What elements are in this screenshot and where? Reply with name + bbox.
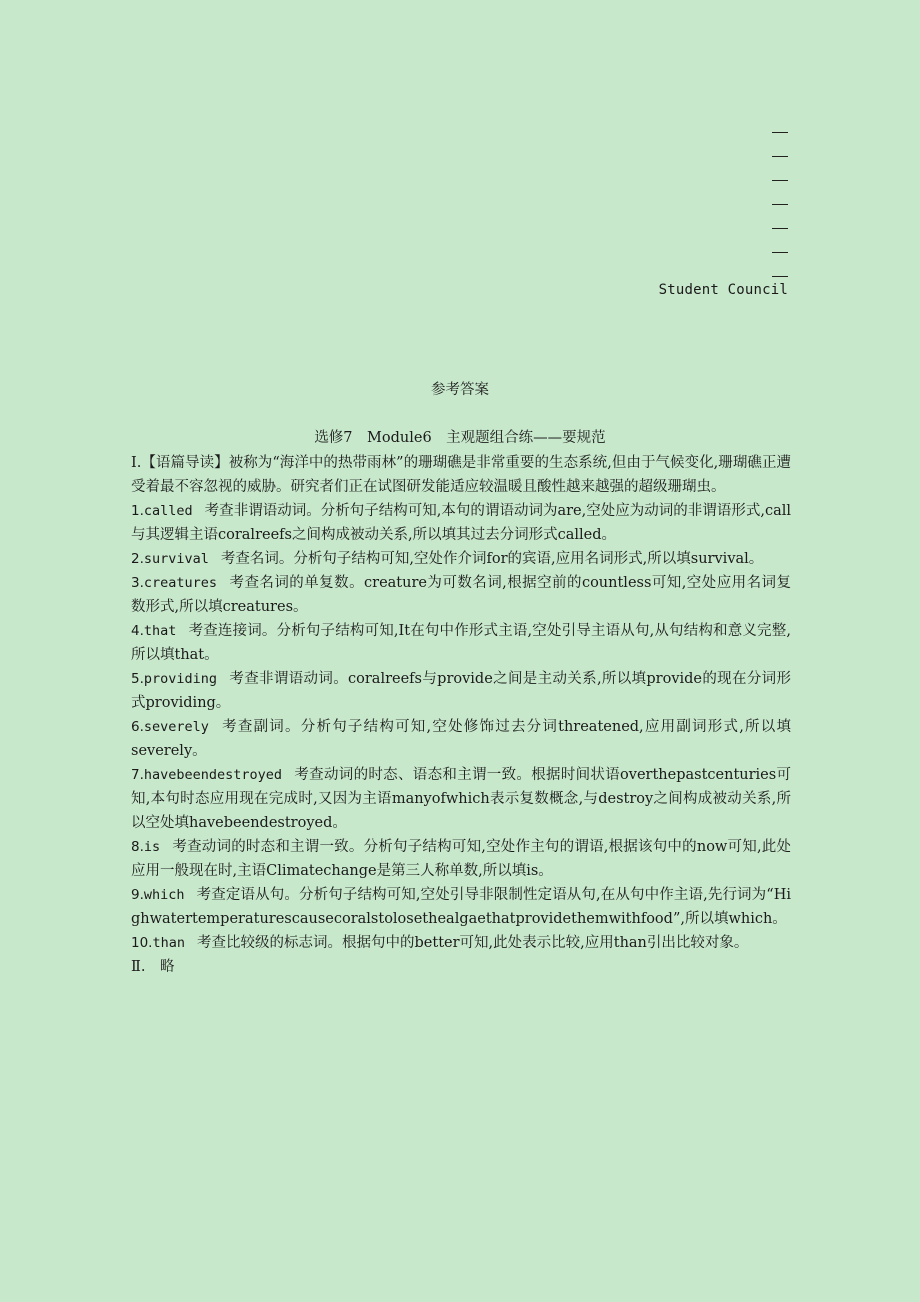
answer-explanation: 考查定语从句。分析句子结构可知,空处引导非限制性定语从句,在从句中作主语,先行词为“Highwatertemperaturescausecoralstolosethealgaethatprovidethemwithfood”,所以填which。 (131, 887, 791, 927)
answer-item (131, 715, 791, 763)
answer-explanation: 考查动词的时态和主谓一致。分析句子结构可知,空处作主句的谓语,根据该句中的now可知,此处应用一般现在时,主语Climatechange是第三人称单数,所以填is。 (131, 839, 791, 879)
answer-number: 7. (131, 767, 144, 783)
answer-word: that (143, 623, 177, 639)
blank-line (772, 190, 788, 214)
answer-word: creatures (143, 575, 218, 591)
answer-blank-lines (772, 118, 788, 286)
answer-number: 4. (131, 623, 144, 639)
answer-number: 8. (131, 839, 144, 855)
answer-word: which (143, 887, 185, 903)
answer-word: providing (143, 671, 218, 687)
answer-item (131, 931, 791, 955)
section-title: 选修7 Module6 主观题组合练——要规范 (314, 430, 606, 446)
answer-content (131, 451, 791, 979)
blank-line (772, 214, 788, 238)
answer-word: called (143, 503, 193, 519)
answer-item (131, 619, 791, 667)
answer-item (131, 571, 791, 619)
blank-line (772, 238, 788, 262)
blank-line (772, 142, 788, 166)
passage-guide: Ⅰ.【语篇导读】被称为“海洋中的热带雨林”的珊瑚礁是非常重要的生态系统,但由于气候变化,珊瑚礁正遭受着最不容忽视的威胁。研究者们正在试图研发能适应较温暖且酸性越来越强的超级珊瑚虫。 (131, 455, 791, 495)
answer-explanation: 考查非谓语动词。分析句子结构可知,本句的谓语动词为are,空处应为动词的非谓语形式,call与其逻辑主语coralreefs之间构成被动关系,所以填其过去分词形式called。 (131, 503, 791, 543)
answer-number: 10. (131, 935, 153, 951)
answer-word: havebeendestroyed (143, 767, 283, 783)
answer-word: severely (143, 719, 209, 735)
answer-item (131, 547, 791, 571)
answer-explanation: 考查副词。分析句子结构可知,空处修饰过去分词threatened,应用副词形式,所以填severely。 (131, 719, 791, 759)
answer-number: 5. (131, 671, 144, 687)
answer-explanation: 考查非谓语动词。coralreefs与provide之间是主动关系,所以填provide的现在分词形式providing。 (131, 671, 791, 711)
answer-number: 9. (131, 887, 144, 903)
answer-explanation: 考查动词的时态、语态和主谓一致。根据时间状语overthepastcenturies可知,本句时态应用现在完成时,又因为主语manyofwhich表示复数概念,与destroy之间构成被动关系,所以空处填havebeendestroyed。 (131, 767, 791, 831)
answer-word: survival (143, 551, 209, 567)
answer-item (131, 763, 791, 835)
answer-word: than (152, 935, 185, 951)
answer-item (131, 499, 791, 547)
answer-explanation: 考查名词。分析句子结构可知,空处作介词for的宾语,应用名词形式,所以填survival。 (220, 551, 764, 567)
answer-explanation: 考查连接词。分析句子结构可知,It在句中作形式主语,空处引导主语从句,从句结构和意义完整,所以填that。 (131, 623, 791, 663)
blank-line (772, 166, 788, 190)
answer-number: 3. (131, 575, 144, 591)
answer-number: 2. (131, 551, 144, 567)
letter-signature: Student Council (658, 282, 788, 298)
part-two: Ⅱ. 略 (131, 959, 175, 975)
answer-number: 1. (131, 503, 144, 519)
answer-item (131, 667, 791, 715)
blank-line (772, 118, 788, 142)
answer-explanation: 考查比较级的标志词。根据句中的better可知,此处表示比较,应用than引出比较对象。 (197, 935, 749, 951)
answer-explanation: 考查名词的单复数。creature为可数名词,根据空前的countless可知,空处应用名词复数形式,所以填creatures。 (131, 575, 791, 615)
answer-key-title: 参考答案 (431, 382, 489, 398)
answer-item (131, 835, 791, 883)
answer-number: 6. (131, 719, 144, 735)
answer-item (131, 883, 791, 931)
answer-word: is (143, 839, 161, 855)
